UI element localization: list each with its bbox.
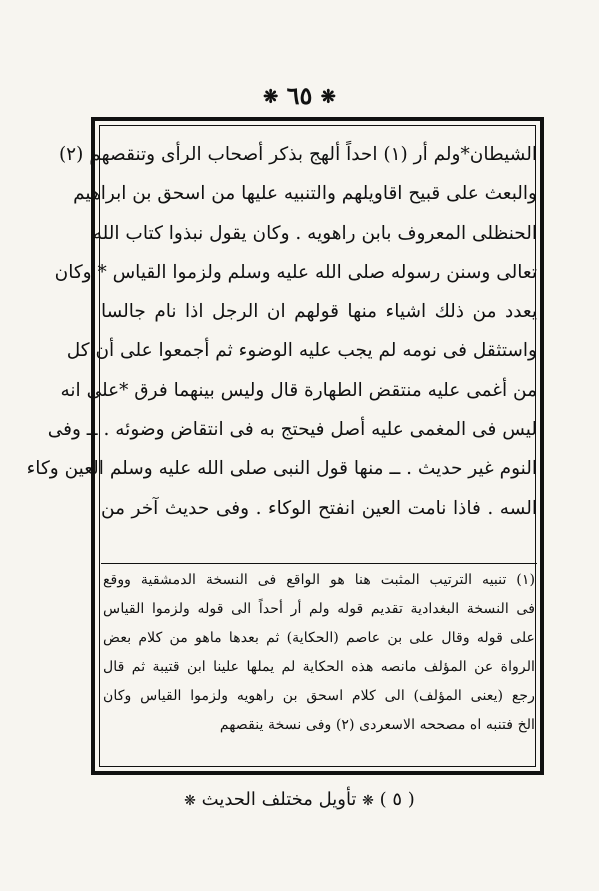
text-line: السه . فاذا نامت العين انفتح الوكاء . وفى حديث آخر من bbox=[101, 497, 537, 519]
book-title: تأويل مختلف الحديث bbox=[201, 789, 357, 810]
footnote-line: الرواة عن المؤلف مانصه هذه الحكاية لم يملها علينا ابن قتيبة ثم قال bbox=[103, 659, 535, 675]
ornament-icon: ❋ bbox=[184, 793, 196, 809]
page-footer bbox=[0, 787, 599, 814]
text-line: واستثقل فى نومه لم يجب عليه الوضوء ثم أجمعوا على أن كل bbox=[66, 340, 537, 362]
footnote-line: (١) تنبيه الترتيب المثبت هنا هو الواقع فى النسخة الدمشقية ووقع bbox=[103, 572, 535, 588]
text-line: ليس فى المغمى عليه أصل فيحتج به فى انتقاض وضوئه . ــ وفى bbox=[47, 419, 537, 441]
footnote-line: فى النسخة البغدادية تقديم قوله ولم أر أحداً الى قوله ولزموا القياس bbox=[103, 601, 535, 617]
text-line: تعالى وسنن رسوله صلى الله عليه وسلم ولزموا القياس * وكان bbox=[54, 261, 537, 283]
ornament-icon: ❋ bbox=[362, 793, 374, 809]
footer-page-marker: ( ٥ ) bbox=[379, 789, 415, 810]
footnotes bbox=[103, 566, 535, 740]
text-line: الحنظلى المعروف بابن راهويه . وكان يقول نبذوا كتاب الله bbox=[92, 222, 537, 244]
footnote-line: على قوله وقال على بن عاصم (الحكاية) ثم بعدها ماهو من كلام بعض bbox=[103, 630, 535, 646]
text-line: النوم غير حديث . ــ منها قول النبى صلى الله عليه وسلم العين وكاء bbox=[26, 458, 537, 480]
text-line: من أغمى عليه منتقض الطهارة قال وليس بينهما فرق *على انه bbox=[60, 379, 537, 401]
footnote-line: رجع (يعنى المؤلف) الى كلام اسحق بن راهويه ولزموا القياس وكان bbox=[103, 688, 535, 704]
text-line: والبعث على قبيح اقاويلهم والتنبيه عليها من اسحق بن ابراهيم bbox=[73, 183, 537, 205]
text-line: الشيطان*ولم أر (١) احداً ألهج بذكر أصحاب الرأى وتنقصهم (٢) bbox=[58, 144, 537, 165]
ornament-right-icon: ❋ bbox=[320, 86, 336, 108]
page-header bbox=[0, 82, 599, 112]
main-text bbox=[26, 135, 537, 528]
ornament-left-icon: ❋ bbox=[263, 86, 279, 108]
footnote-divider bbox=[101, 563, 537, 564]
footnote-line: الخ فتنبه اه مصححه الاسعردى (٢) وفى نسخة ينقصهم bbox=[219, 717, 535, 733]
page-number: ٦٥ bbox=[286, 81, 313, 110]
text-line: يعدد من ذلك اشياء منها قولهم ان الرجل اذا نام جالسا bbox=[101, 301, 537, 323]
